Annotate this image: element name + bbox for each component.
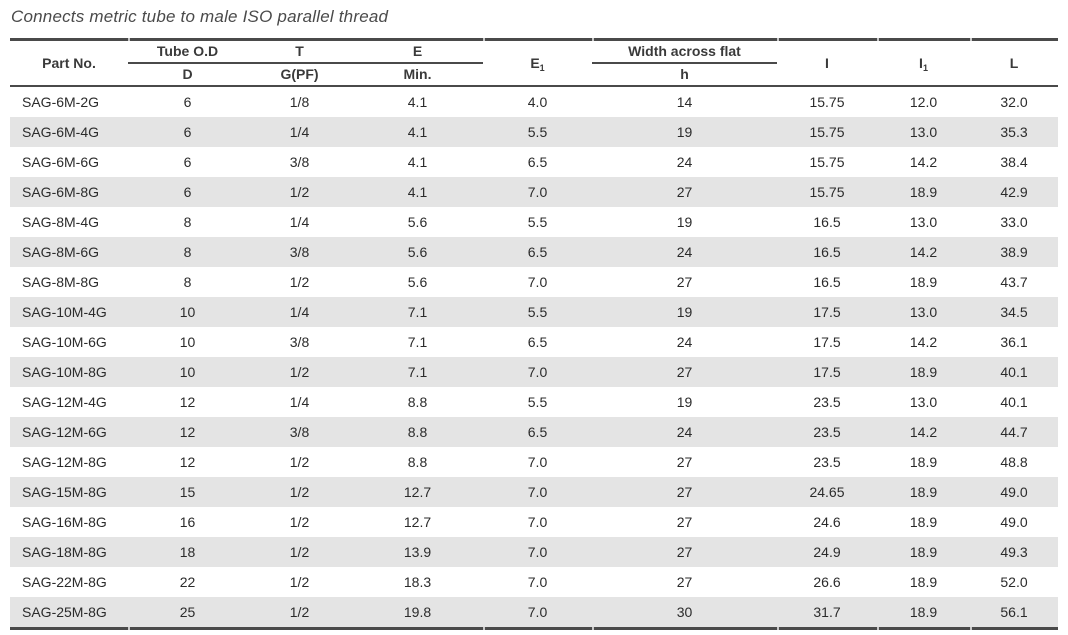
value-cell: 8 xyxy=(183,274,192,290)
value-cell: 1/4 xyxy=(289,124,310,140)
col-header-i: I xyxy=(825,54,829,71)
value-cell: 49.3 xyxy=(1000,544,1028,560)
value-cell: 12 xyxy=(179,454,196,470)
value-cell: 1/8 xyxy=(289,94,310,110)
table-row xyxy=(10,417,1058,447)
value-cell: 24.9 xyxy=(813,544,841,560)
value-cell: 1/2 xyxy=(289,274,310,290)
part-no-cell: SAG-6M-2G xyxy=(22,94,100,110)
value-cell: 19 xyxy=(676,304,693,320)
value-cell: 16.5 xyxy=(813,244,841,260)
part-no-cell: SAG-6M-4G xyxy=(22,124,100,140)
value-cell: 14.2 xyxy=(909,424,938,440)
value-cell: 4.1 xyxy=(407,94,428,110)
table-row xyxy=(10,567,1058,597)
part-no-cell: SAG-8M-6G xyxy=(22,244,100,260)
value-cell: 5.5 xyxy=(527,304,548,320)
table-row xyxy=(10,207,1058,237)
table-row xyxy=(10,477,1058,507)
value-cell: 7.0 xyxy=(527,454,548,470)
value-cell: 7.0 xyxy=(527,574,548,590)
value-cell: 49.0 xyxy=(1000,514,1028,530)
spec-table-container xyxy=(10,38,1058,630)
value-cell: 27 xyxy=(676,274,693,290)
value-cell: 5.5 xyxy=(527,394,548,410)
value-cell: 27 xyxy=(676,484,693,500)
part-no-cell: SAG-8M-4G xyxy=(22,214,100,230)
value-cell: 1/2 xyxy=(289,514,310,530)
value-cell: 13.0 xyxy=(909,214,938,230)
value-cell: 8.8 xyxy=(407,394,428,410)
value-cell: 19 xyxy=(676,394,693,410)
value-cell: 16.5 xyxy=(813,274,841,290)
value-cell: 1/4 xyxy=(289,214,310,230)
part-no-cell: SAG-16M-8G xyxy=(22,514,107,530)
value-cell: 7.0 xyxy=(527,514,548,530)
part-no-cell: SAG-15M-8G xyxy=(22,484,107,500)
value-cell: 18.9 xyxy=(909,274,938,290)
value-cell: 1/2 xyxy=(289,484,310,500)
part-no-cell: SAG-18M-8G xyxy=(22,544,107,560)
value-cell: 1/4 xyxy=(289,304,310,320)
value-cell: 4.1 xyxy=(407,154,428,170)
value-cell: 15.75 xyxy=(809,154,845,170)
value-cell: 48.8 xyxy=(1000,454,1028,470)
value-cell: 42.9 xyxy=(1000,184,1028,200)
value-cell: 24 xyxy=(676,424,693,440)
value-cell: 31.7 xyxy=(813,604,841,620)
value-cell: 17.5 xyxy=(813,304,841,320)
table-bottom-border xyxy=(10,627,1058,630)
value-cell: 7.0 xyxy=(527,274,548,290)
value-cell: 56.1 xyxy=(1000,604,1028,620)
value-cell: 6.5 xyxy=(527,244,548,260)
table-body xyxy=(10,86,1058,627)
value-cell: 10 xyxy=(179,304,196,320)
value-cell: 1/2 xyxy=(289,454,310,470)
table-row xyxy=(10,237,1058,267)
value-cell: 5.6 xyxy=(407,244,428,260)
value-cell: 19 xyxy=(676,214,693,230)
value-cell: 19 xyxy=(676,124,693,140)
table-row xyxy=(10,267,1058,297)
col-header-l: L xyxy=(1009,54,1019,71)
table-row xyxy=(10,147,1058,177)
value-cell: 5.6 xyxy=(407,274,428,290)
value-cell: 16 xyxy=(179,514,196,530)
value-cell: 15.75 xyxy=(809,94,845,110)
value-cell: 12.7 xyxy=(403,484,432,500)
value-cell: 1/2 xyxy=(289,544,310,560)
value-cell: 38.4 xyxy=(1000,154,1028,170)
value-cell: 18.9 xyxy=(909,574,938,590)
value-cell: 18 xyxy=(179,544,196,560)
part-no-cell: SAG-12M-4G xyxy=(22,394,107,410)
value-cell: 7.0 xyxy=(527,364,548,380)
col-header-i1: $I_1$ xyxy=(919,54,928,73)
col-header-t: T xyxy=(247,41,352,63)
value-cell: 6.5 xyxy=(527,334,548,350)
col-header-e1: $E_1$ xyxy=(530,54,545,73)
part-no-cell: SAG-6M-6G xyxy=(22,154,100,170)
value-cell: 12 xyxy=(179,394,196,410)
value-cell: 14.2 xyxy=(909,334,938,350)
col-subheader-min: Min. xyxy=(403,66,432,82)
value-cell: 27 xyxy=(676,364,693,380)
value-cell: 22 xyxy=(179,574,196,590)
part-no-cell: SAG-10M-4G xyxy=(22,304,107,320)
part-no-cell: SAG-12M-8G xyxy=(22,454,107,470)
table-row xyxy=(10,387,1058,417)
value-cell: 27 xyxy=(676,574,693,590)
table-row xyxy=(10,327,1058,357)
value-cell: 44.7 xyxy=(1000,424,1028,440)
value-cell: 6.5 xyxy=(527,424,548,440)
value-cell: 49.0 xyxy=(1000,484,1028,500)
value-cell: 43.7 xyxy=(1000,274,1028,290)
value-cell: 27 xyxy=(676,544,693,560)
value-cell: 34.5 xyxy=(1000,304,1028,320)
value-cell: 27 xyxy=(676,514,693,530)
value-cell: 1/2 xyxy=(289,184,310,200)
value-cell: 40.1 xyxy=(1000,394,1028,410)
value-cell: 18.9 xyxy=(909,364,938,380)
col-subheader-h: h xyxy=(680,66,689,82)
value-cell: 10 xyxy=(179,364,196,380)
value-cell: 4.1 xyxy=(407,184,428,200)
value-cell: 8.8 xyxy=(407,424,428,440)
value-cell: 17.5 xyxy=(813,364,841,380)
value-cell: 1/2 xyxy=(289,364,310,380)
value-cell: 15 xyxy=(179,484,196,500)
value-cell: 6 xyxy=(183,154,192,170)
value-cell: 40.1 xyxy=(1000,364,1028,380)
value-cell: 7.1 xyxy=(407,364,428,380)
value-cell: 5.6 xyxy=(407,214,428,230)
value-cell: 33.0 xyxy=(1000,214,1028,230)
value-cell: 7.1 xyxy=(407,304,428,320)
part-no-cell: SAG-10M-6G xyxy=(22,334,107,350)
value-cell: 23.5 xyxy=(813,454,841,470)
value-cell: 12.0 xyxy=(909,94,938,110)
value-cell: 13.0 xyxy=(909,304,938,320)
value-cell: 23.5 xyxy=(813,424,841,440)
table-top-border xyxy=(10,38,1058,41)
value-cell: 14.2 xyxy=(909,154,938,170)
value-cell: 10 xyxy=(179,334,196,350)
value-cell: 13.0 xyxy=(909,124,938,140)
value-cell: 18.9 xyxy=(909,454,938,470)
table-row xyxy=(10,177,1058,207)
table-row xyxy=(10,507,1058,537)
col-header-part-no: Part No. xyxy=(42,54,96,71)
spec-table xyxy=(10,41,1058,627)
value-cell: 15.75 xyxy=(809,184,845,200)
part-no-cell: SAG-10M-8G xyxy=(22,364,107,380)
value-cell: 27 xyxy=(676,454,693,470)
table-row xyxy=(10,297,1058,327)
value-cell: 27 xyxy=(676,184,693,200)
value-cell: 30 xyxy=(676,604,693,620)
value-cell: 18.9 xyxy=(909,484,938,500)
value-cell: 8.8 xyxy=(407,454,428,470)
value-cell: 13.9 xyxy=(403,544,432,560)
value-cell: 18.9 xyxy=(909,544,938,560)
value-cell: 5.5 xyxy=(527,124,548,140)
value-cell: 7.1 xyxy=(407,334,428,350)
value-cell: 3/8 xyxy=(289,154,310,170)
part-no-cell: SAG-12M-6G xyxy=(22,424,107,440)
value-cell: 7.0 xyxy=(527,184,548,200)
value-cell: 25 xyxy=(179,604,196,620)
value-cell: 7.0 xyxy=(527,484,548,500)
value-cell: 6 xyxy=(183,94,192,110)
value-cell: 32.0 xyxy=(1000,94,1028,110)
col-subheader-d: D xyxy=(182,66,193,82)
value-cell: 18.9 xyxy=(909,604,938,620)
table-row xyxy=(10,117,1058,147)
col-header-tube-od: Tube O.D xyxy=(128,41,247,63)
value-cell: 24 xyxy=(676,334,693,350)
table-row xyxy=(10,597,1058,627)
value-cell: 8 xyxy=(183,244,192,260)
value-cell: 8 xyxy=(183,214,192,230)
value-cell: 3/8 xyxy=(289,424,310,440)
value-cell: 16.5 xyxy=(813,214,841,230)
col-header-e: E xyxy=(352,41,483,63)
value-cell: 14 xyxy=(676,94,693,110)
value-cell: 7.0 xyxy=(527,544,548,560)
value-cell: 24 xyxy=(676,244,693,260)
value-cell: 23.5 xyxy=(813,394,841,410)
value-cell: 12.7 xyxy=(403,514,432,530)
value-cell: 52.0 xyxy=(1000,574,1028,590)
value-cell: 15.75 xyxy=(809,124,845,140)
value-cell: 6.5 xyxy=(527,154,548,170)
value-cell: 17.5 xyxy=(813,334,841,350)
part-no-cell: SAG-6M-8G xyxy=(22,184,100,200)
value-cell: 6 xyxy=(183,184,192,200)
value-cell: 4.0 xyxy=(527,94,548,110)
value-cell: 18.9 xyxy=(909,184,938,200)
value-cell: 1/2 xyxy=(289,604,310,620)
part-no-cell: SAG-25M-8G xyxy=(22,604,107,620)
value-cell: 1/4 xyxy=(289,394,310,410)
value-cell: 3/8 xyxy=(289,334,310,350)
value-cell: 36.1 xyxy=(1000,334,1028,350)
value-cell: 12 xyxy=(179,424,196,440)
value-cell: 26.6 xyxy=(813,574,841,590)
value-cell: 6 xyxy=(183,124,192,140)
value-cell: 13.0 xyxy=(909,394,938,410)
value-cell: 24.6 xyxy=(813,514,841,530)
col-subheader-gpf: G(PF) xyxy=(280,66,319,82)
value-cell: 4.1 xyxy=(407,124,428,140)
value-cell: 7.0 xyxy=(527,604,548,620)
value-cell: 5.5 xyxy=(527,214,548,230)
table-row xyxy=(10,357,1058,387)
value-cell: 38.9 xyxy=(1000,244,1028,260)
table-header xyxy=(10,41,1058,86)
table-caption: Connects metric tube to male ISO parallel thread xyxy=(11,7,389,26)
value-cell: 24 xyxy=(676,154,693,170)
value-cell: 18.9 xyxy=(909,514,938,530)
value-cell: 1/2 xyxy=(289,574,310,590)
value-cell: 18.3 xyxy=(403,574,432,590)
value-cell: 35.3 xyxy=(1000,124,1028,140)
table-row xyxy=(10,537,1058,567)
table-row xyxy=(10,86,1058,117)
value-cell: 19.8 xyxy=(403,604,432,620)
value-cell: 24.65 xyxy=(809,484,845,500)
col-header-width-across-flat: Width across flat xyxy=(592,41,777,63)
value-cell: 3/8 xyxy=(289,244,310,260)
value-cell: 14.2 xyxy=(909,244,938,260)
part-no-cell: SAG-8M-8G xyxy=(22,274,100,290)
table-row xyxy=(10,447,1058,477)
part-no-cell: SAG-22M-8G xyxy=(22,574,107,590)
